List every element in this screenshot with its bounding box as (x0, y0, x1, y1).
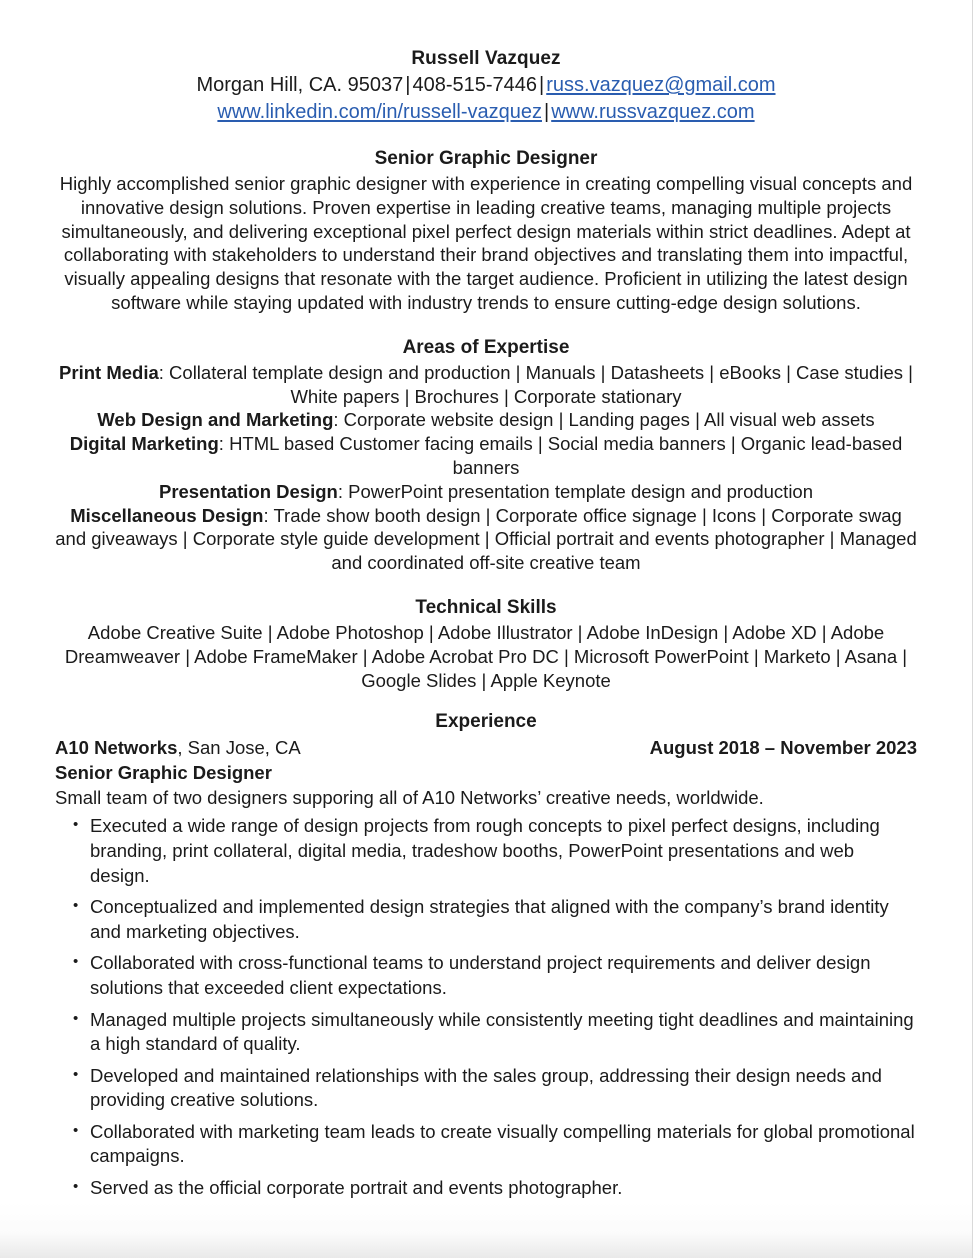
job-bullet: • Managed multiple projects simultaneously while consistently meeting tight deadlines and maintaining a high standard of quality. (55, 1008, 917, 1057)
job-bullet: • Developed and maintained relationships with the sales group, addressing their design needs and providing creative solutions. (55, 1064, 917, 1113)
section-title-experience: Experience (435, 711, 537, 733)
email-link[interactable]: russ.vazquez@gmail.com (546, 74, 776, 96)
expertise-entry-presentation-design (55, 480, 917, 504)
expertise-entry-print-media (55, 361, 917, 409)
job-company-name: A10 Networks (55, 737, 178, 759)
job-bullet: • Collaborated with marketing team leads to create visually compelling materials for global promotional campaigns. (55, 1120, 917, 1169)
expertise-colon: : (158, 361, 170, 383)
expertise-items: Collateral template design and production | Manuals | Datasheets | eBooks | Case studies | White papers | Brochures | Corporate stationary (169, 361, 913, 407)
expertise-label: Digital Marketing (69, 433, 219, 455)
contact-location: Morgan Hill, CA. 95037 (196, 74, 404, 96)
expertise-label: Miscellaneous Design (70, 504, 264, 526)
job-intro: Small team of two designers supporing all of A10 Networks’ creative needs, worldwide. (55, 787, 764, 809)
job-header (55, 735, 917, 760)
expertise-colon: : (337, 480, 349, 502)
linkedin-link[interactable]: www.linkedin.com/in/russell-vazquez (217, 101, 542, 123)
experience-entry (55, 735, 917, 1200)
professional-summary: Highly accomplished senior graphic designer with experience in creating compelling visual concepts and innovative design solutions. Proven expertise in leading creative teams, managing multiple projects simultaneously, and delivering exceptional pixel perfect design materials within strict deadlines. Adept at collaborating with stakeholders to understand their brand objectives and translating them into impactful, visually appealing designs that resonate with the target audience. Proficient in utilizing the latest design software while staying updated with industry trends to ensure cutting-edge design solutions. (59, 173, 913, 313)
expertise-label: Presentation Design (158, 480, 338, 502)
contact-separator: | (405, 74, 411, 96)
contact-phone: 408-515-7446 (412, 74, 538, 96)
expertise-items: HTML based Customer facing emails | Social media banners | Organic lead-based banners (229, 433, 903, 478)
expertise-items: Trade show booth design | Corporate office signage | Icons | Corporate swag and giveaways | Corporate style guide development | Official portrait and events photographer | Managed and coordinated off-site creative team (55, 504, 917, 574)
candidate-name: Russell Vazquez (411, 48, 561, 69)
contact-separator: | (539, 74, 545, 96)
expertise-items: Corporate website design | Landing pages | All visual web assets (343, 409, 875, 431)
job-bullet-list (55, 814, 917, 1200)
expertise-items: PowerPoint presentation template design and production (348, 480, 814, 502)
job-bullet: • Executed a wide range of design projects from rough concepts to pixel perfect designs, including branding, print collateral, digital media, tradeshow booths, PowerPoint presentations and web design. (55, 814, 917, 888)
job-bullet: • Collaborated with cross-functional teams to understand project requirements and deliver design solutions that exceeded client expectations. (55, 951, 917, 1000)
page-bottom-fade (0, 1202, 972, 1258)
expertise-colon: : (333, 409, 344, 431)
job-bullet: • Served as the official corporate portrait and events photographer. (55, 1176, 917, 1201)
expertise-colon: : (263, 504, 274, 526)
section-title-technical-skills: Technical Skills (415, 596, 557, 618)
technical-skills-list: Adobe Creative Suite | Adobe Photoshop | Adobe Illustrator | Adobe InDesign | Adobe XD | Adobe Dreamweaver | Adobe FrameMaker | Adobe Acrobat Pro DC | Microsoft PowerPoint | Marketo | Asana | Google Slides | Apple Keynote (64, 621, 908, 691)
expertise-colon: : (218, 433, 230, 455)
contact-line-1 (55, 72, 917, 99)
expertise-entry-miscellaneous-design (55, 504, 917, 575)
job-title: Senior Graphic Designer (55, 762, 272, 784)
website-link[interactable]: www.russvazquez.com (551, 101, 755, 123)
job-bullet: • Conceptualized and implemented design strategies that aligned with the company’s brand identity and marketing objectives. (55, 895, 917, 944)
expertise-label: Web Design and Marketing (97, 409, 334, 431)
contact-line-2 (55, 99, 917, 126)
job-company-location: , San Jose, CA (177, 737, 301, 759)
section-title-areas-of-expertise: Areas of Expertise (402, 336, 570, 358)
expertise-entry-web-design-and-marketing (55, 408, 917, 432)
job-company (55, 735, 301, 760)
job-dates: August 2018 – November 2023 (649, 737, 917, 759)
headline-title: Senior Graphic Designer (374, 148, 598, 169)
expertise-label: Print Media (59, 361, 159, 383)
contact-separator: | (543, 101, 550, 123)
expertise-entry-digital-marketing (55, 432, 917, 480)
